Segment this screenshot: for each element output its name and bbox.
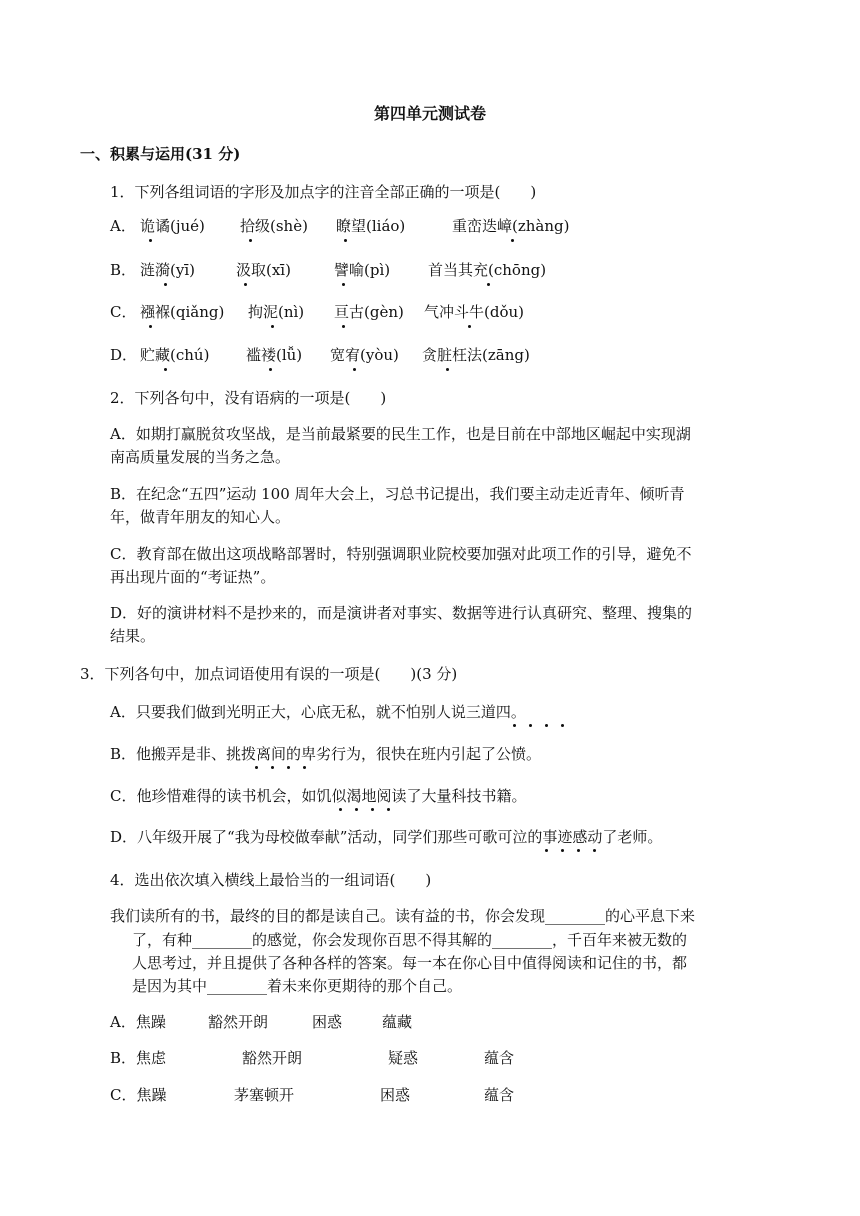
option-word: 困惑 — [380, 1086, 411, 1104]
option-word: A．焦躁 — [110, 1013, 166, 1031]
question-1-stem: 1．下列各组词语的字形及加点字的注音全部正确的一项是( ) — [110, 183, 537, 201]
passage-line: 人思考过，并且提供了各种各样的答案。每一本在你心目中值得阅读和记住的书，都 — [132, 954, 688, 972]
option-word: 亘古(gèn) — [334, 303, 404, 321]
question-4-stem: 4．选出依次填入横线上最恰当的一组词语( ) — [110, 871, 432, 889]
option-word: 譬喻(pì) — [334, 261, 391, 279]
option-word: 茅塞顿开 — [234, 1086, 295, 1104]
option-word: 首当其充(chōng) — [428, 261, 547, 279]
option-word: 拘泥(nì) — [248, 303, 305, 321]
question-2-stem: 2．下列各句中，没有语病的一项是( ) — [110, 389, 387, 407]
option-text: 年，做青年朋友的知心人。 — [110, 508, 291, 526]
question-3-option-b[interactable]: B．他搬弄是非、挑拨离间的卑劣行为，很快在班内引起了公愤。 — [110, 745, 542, 763]
option-word: 豁然开朗 — [208, 1013, 269, 1031]
option-word: 襁褓(qiǎng) — [140, 303, 225, 321]
passage-line: 是因为其中________着未来你更期待的那个自己。 — [132, 977, 463, 995]
option-letter: B． — [110, 261, 137, 279]
option-text: D．好的演讲材料不是抄来的，而是演讲者对事实、数据等进行认真研究、整理、搜集的 — [110, 604, 693, 622]
option-word: 豁然开朗 — [242, 1049, 303, 1067]
option-text: 再出现片面的“考证热”。 — [110, 568, 276, 586]
section-heading: 一、积累与运用(31 分) — [80, 145, 241, 163]
option-word: 贮藏(chú) — [140, 346, 210, 364]
option-word: 贪脏枉法(zāng) — [422, 346, 530, 364]
option-word: 蕴藏 — [382, 1013, 413, 1031]
question-3-stem: 3．下列各句中，加点词语使用有误的一项是( )(3 分) — [80, 665, 458, 683]
option-text: C．教育部在做出这项战略部署时，特别强调职业院校要加强对此项工作的引导，避免不 — [110, 545, 692, 563]
passage-line: 我们读所有的书，最终的目的都是读自己。读有益的书，你会发现________的心平息下来 — [110, 907, 696, 925]
option-word: 气冲斗牛(dǒu) — [424, 303, 524, 321]
question-3-option-a[interactable]: A．只要我们做到光明正大，心底无私，就不怕别人说三道四。 — [110, 703, 526, 721]
option-word: 疑惑 — [388, 1049, 419, 1067]
passage-line: 了，有种________的感觉，你会发现你百思不得其解的________，千百年来被无数的 — [132, 931, 688, 949]
option-letter: A． — [110, 217, 136, 235]
option-word: B．焦虑 — [110, 1049, 167, 1067]
option-word: 瞭望(liáo) — [336, 217, 406, 235]
option-word: 褴褛(lǚ) — [246, 346, 303, 364]
question-3-option-d[interactable]: D．八年级开展了“我为母校做奉献”活动，同学们那些可歌可泣的事迹感动了老师。 — [110, 828, 663, 846]
option-text: 结果。 — [110, 627, 156, 645]
option-text: A．如期打赢脱贫攻坚战，是当前最紧要的民生工作，也是目前在中部地区崛起中实现湖 — [110, 425, 691, 443]
option-text: 南高质量发展的当务之急。 — [110, 448, 291, 466]
option-word: C．焦躁 — [110, 1086, 167, 1104]
option-word: 拾级(shè) — [240, 217, 308, 235]
option-word: 蕴含 — [484, 1086, 515, 1104]
question-3-option-c[interactable]: C．他珍惜难得的读书机会，如饥似渴地阅读了大量科技书籍。 — [110, 787, 527, 805]
page-title: 第四单元测试卷 — [373, 104, 486, 123]
option-word: 诡谲(jué) — [140, 217, 205, 235]
option-letter: C． — [110, 303, 137, 321]
option-word: 重峦迭嶂(zhàng) — [452, 217, 570, 235]
option-word: 汲取(xī) — [236, 261, 291, 279]
option-word: 蕴含 — [484, 1049, 515, 1067]
option-word: 宽宥(yòu) — [330, 346, 399, 364]
option-text: B．在纪念“五四”运动 100 周年大会上，习总书记提出，我们要主动走近青年、倾听青 — [110, 485, 685, 503]
option-word: 涟漪(yī) — [140, 261, 195, 279]
option-word: 困惑 — [312, 1013, 343, 1031]
option-letter: D． — [110, 346, 138, 364]
